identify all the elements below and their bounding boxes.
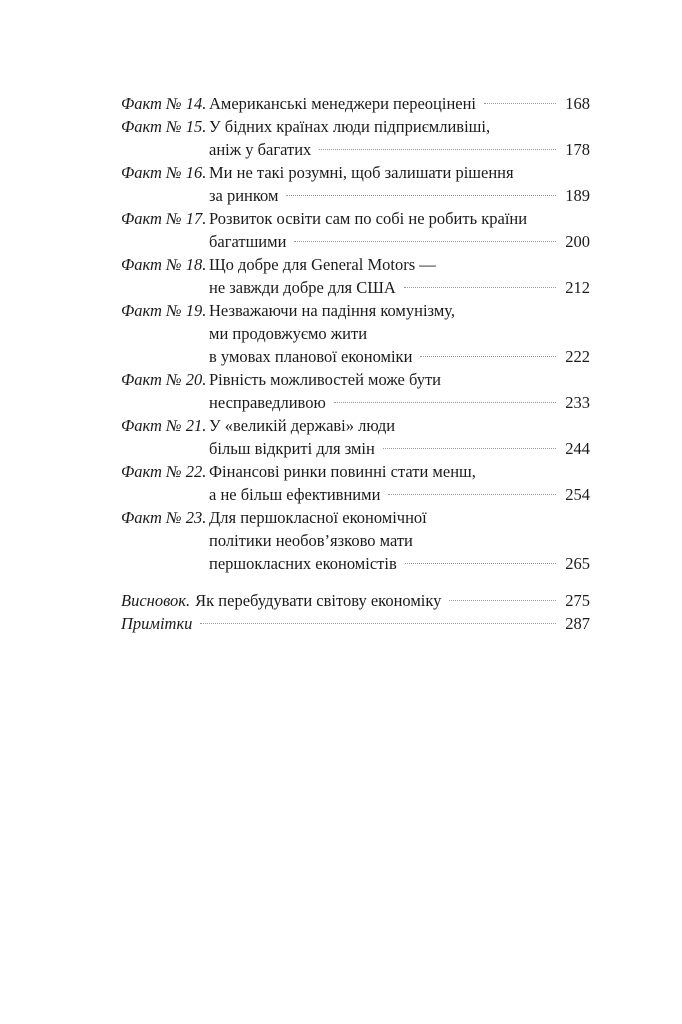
conclusion-title: Як перебудувати світову економіку	[195, 591, 442, 610]
fact-title-line: Рівність можливостей може бути	[209, 370, 442, 389]
toc-entry-fact-21[interactable]	[121, 414, 590, 460]
fact-label: Факт № 19.	[121, 301, 207, 320]
fact-label: Факт № 18.	[121, 255, 207, 274]
toc-entry-notes[interactable]	[121, 612, 590, 635]
toc-entry-fact-14[interactable]	[121, 92, 590, 115]
fact-label: Факт № 20.	[121, 370, 207, 389]
page-number: 265	[565, 554, 590, 573]
fact-label: Факт № 21.	[121, 416, 207, 435]
dot-leader	[294, 241, 556, 242]
toc-entry-fact-18[interactable]	[121, 253, 590, 299]
notes-label: Примітки	[121, 614, 193, 633]
fact-title-line: політики необов’язково мати	[209, 531, 413, 550]
toc-entry-fact-22[interactable]	[121, 460, 590, 506]
page-number: 287	[565, 614, 590, 633]
page-number: 244	[565, 439, 590, 458]
fact-label: Факт № 22.	[121, 462, 207, 481]
fact-title-line: Американські менеджери переоцінені	[209, 94, 477, 113]
page-number: 212	[565, 278, 590, 297]
dot-leader	[383, 448, 556, 449]
toc-entry-fact-23[interactable]	[121, 506, 590, 575]
toc-entry-fact-15[interactable]	[121, 115, 590, 161]
fact-title-line: Незважаючи на падіння комунізму,	[209, 301, 455, 320]
dot-leader	[388, 494, 556, 495]
fact-title-line: Розвиток освіти сам по собі не робить країни	[209, 209, 528, 228]
dot-leader	[405, 563, 556, 564]
dot-leader	[319, 149, 556, 150]
fact-title-line: несправедливою	[209, 393, 326, 412]
fact-title-line: Для першокласної економічної	[209, 508, 427, 527]
fact-label: Факт № 14.	[121, 94, 207, 113]
dot-leader	[420, 356, 556, 357]
fact-label: Факт № 15.	[121, 117, 207, 136]
fact-title-line: за ринком	[209, 186, 279, 205]
toc-entry-fact-17[interactable]	[121, 207, 590, 253]
dot-leader	[200, 623, 556, 624]
dot-leader	[484, 103, 556, 104]
fact-title-line: не завжди добре для США	[209, 278, 396, 297]
fact-title-line: Фінансові ринки повинні стати менш,	[209, 462, 476, 481]
fact-title-line: першокласних економістів	[209, 554, 397, 573]
page-number: 178	[565, 140, 590, 159]
toc-entry-conclusion[interactable]	[121, 589, 590, 612]
page-number: 168	[565, 94, 590, 113]
page-number: 222	[565, 347, 590, 366]
page-number: 275	[565, 591, 590, 610]
fact-title-line: більш відкриті для змін	[209, 439, 375, 458]
fact-title-line: а не більш ефективними	[209, 485, 381, 504]
dot-leader	[449, 600, 556, 601]
page-number: 233	[565, 393, 590, 412]
fact-title-line: аніж у багатих	[209, 140, 312, 159]
page-number: 200	[565, 232, 590, 251]
table-of-contents	[121, 92, 590, 635]
fact-title-line: багатшими	[209, 232, 287, 251]
dot-leader	[404, 287, 556, 288]
fact-title-line: ми продовжуємо жити	[209, 324, 368, 343]
fact-title-line: Що добре для General Motors —	[209, 255, 436, 274]
page-number: 254	[565, 485, 590, 504]
toc-entry-fact-19[interactable]	[121, 299, 590, 368]
fact-title-line: У «великій державі» люди	[209, 416, 396, 435]
fact-title-line: в умовах планової економіки	[209, 347, 413, 366]
dot-leader	[334, 402, 556, 403]
fact-title-line: У бідних країнах люди підприємливіші,	[209, 117, 491, 136]
dot-leader	[286, 195, 556, 196]
fact-label: Факт № 17.	[121, 209, 207, 228]
fact-label: Факт № 16.	[121, 163, 207, 182]
fact-label: Факт № 23.	[121, 508, 207, 527]
conclusion-label: Висновок.	[121, 591, 191, 610]
toc-entry-fact-16[interactable]	[121, 161, 590, 207]
section-spacer	[121, 575, 590, 589]
fact-title-line: Ми не такі розумні, щоб залишати рішення	[209, 163, 514, 182]
page-number: 189	[565, 186, 590, 205]
toc-entry-fact-20[interactable]	[121, 368, 590, 414]
